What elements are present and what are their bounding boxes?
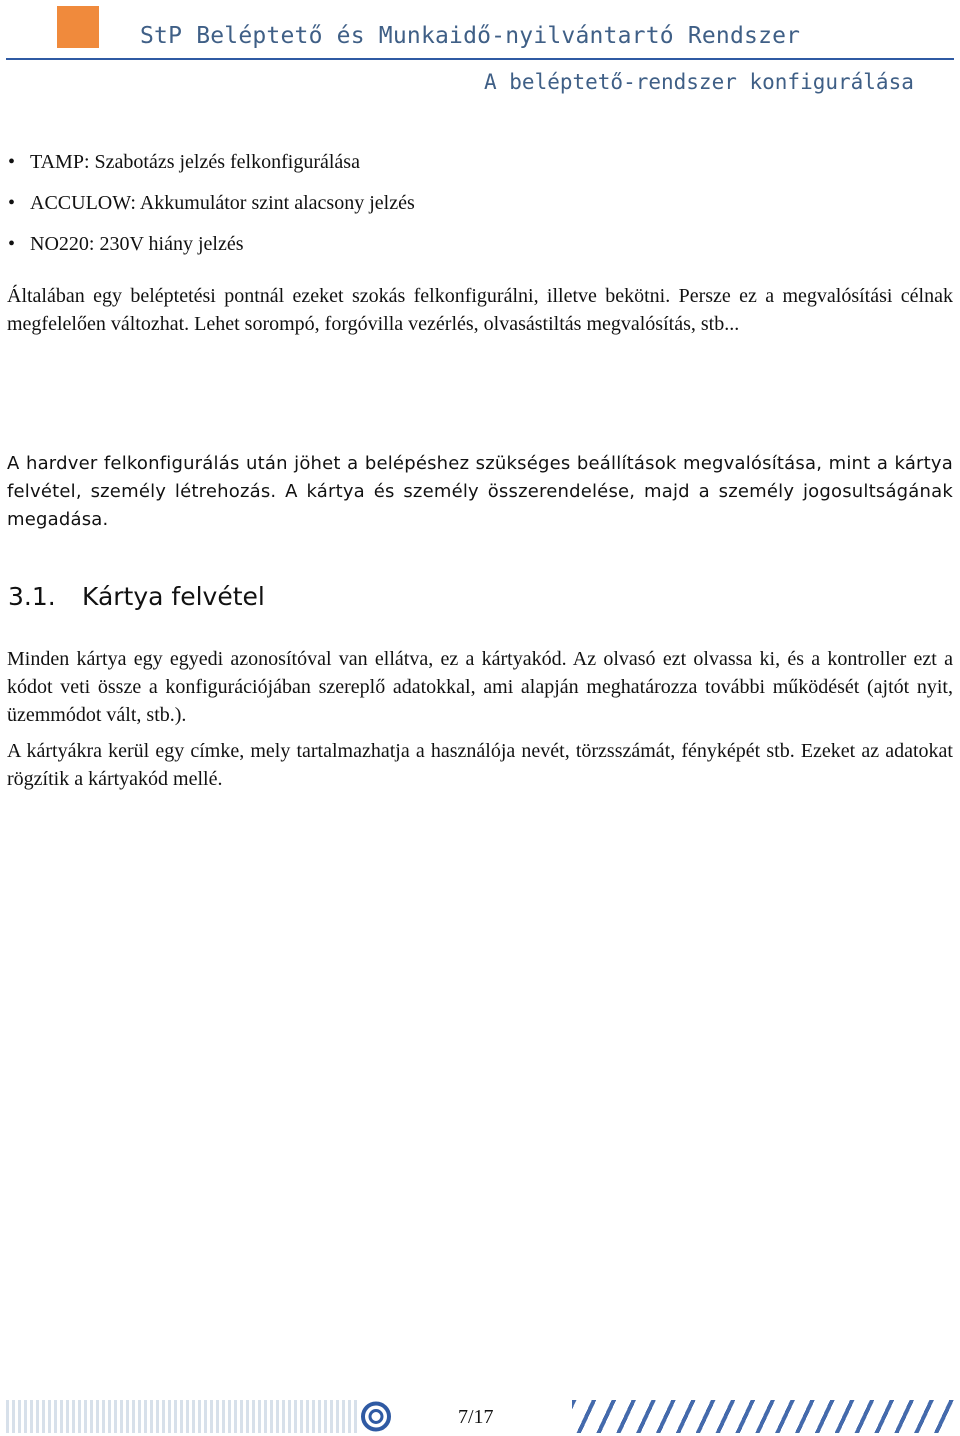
bullet-icon: • xyxy=(8,233,16,255)
list-item: • TAMP: Szabotázs jelzés felkonfigurálása xyxy=(0,146,415,187)
header-logo xyxy=(57,6,99,48)
signal-list xyxy=(0,146,415,269)
paragraph-configuration: Általában egy beléptetési pontnál ezeket szokás felkonfigurálni, illetve bekötni. Persze ez a megvalósítási célnak megfelelően változhat. Lehet sorompó, forgóvilla vezérlés, olvasástiltás megvalósítás, stb... xyxy=(7,285,953,335)
chapter-subtitle: A beléptető-rendszer konfigurálása xyxy=(484,70,914,94)
document-title: StP Beléptető és Munkaidő-nyilvántartó Rendszer xyxy=(140,23,801,49)
header-divider xyxy=(6,58,954,60)
list-item: • NO220: 230V hiány jelzés xyxy=(0,228,415,269)
paragraph-card-code: Minden kártya egy egyedi azonosítóval van ellátva, ez a kártyakód. Az olvasó ezt olvassa ki, és a kontroller ezt a kódot veti össze a konfigurációjában szereplő adatokkal, ami alapján meghatározza további működését (ajtót nyit, üzemmódot vált, stb.). xyxy=(7,648,953,726)
section-number: 3.1. xyxy=(8,582,56,611)
section-heading xyxy=(8,582,265,611)
footer-stripe-right xyxy=(572,1400,954,1433)
footer-stripe-left xyxy=(6,1400,358,1433)
footer-logo-icon xyxy=(358,1400,394,1433)
list-item: • ACCULOW: Akkumulátor szint alacsony jelzés xyxy=(0,187,415,228)
paragraph-card-label: A kártyákra kerül egy címke, mely tartalmazhatja a használója nevét, törzsszámát, fényképét stb. Ezeket az adatokat rögzítik a kártyakód mellé. xyxy=(7,740,953,790)
paragraph-hardware: A hardver felkonfigurálás után jöhet a belépéshez szükséges beállítások megvalósítása, mint a kártya felvétel, személy létrehozás. A kártya és személy összerendelése, majd a személy jogosultságának megadása. xyxy=(7,453,953,530)
bullet-icon: • xyxy=(8,151,16,173)
page-number: 7/17 xyxy=(458,1406,494,1428)
section-title: Kártya felvétel xyxy=(82,582,265,611)
bullet-icon: • xyxy=(8,192,16,214)
